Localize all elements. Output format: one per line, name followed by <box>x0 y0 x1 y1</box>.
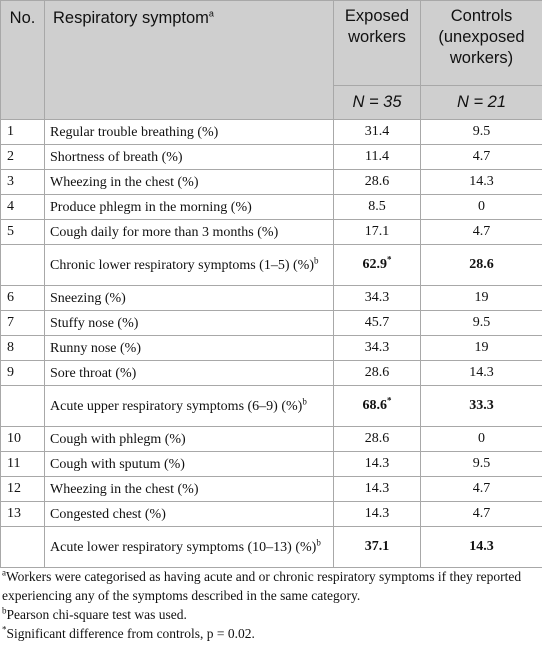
row-exposed-value <box>334 195 421 220</box>
row-symptom-label: Sore throat (%) <box>50 365 137 381</box>
row-symptom-label: Cough daily for more than 3 months (%) <box>50 224 279 240</box>
row-exposed-number: 14.3 <box>364 506 390 521</box>
row-number: 1 <box>1 120 45 145</box>
row-symptom-label: Regular trouble breathing (%) <box>50 124 219 140</box>
row-exposed-value <box>334 336 421 361</box>
row-symptom <box>45 386 334 427</box>
row-controls-value: 14.3 <box>421 527 542 568</box>
row-exposed-significance-mark: * <box>387 254 392 265</box>
table-row <box>1 145 542 170</box>
row-number: 7 <box>1 311 45 336</box>
header-exposed-n: N = 35 <box>334 86 421 120</box>
row-exposed-value <box>334 427 421 452</box>
header-controls-n: N = 21 <box>421 86 542 120</box>
row-exposed-number: 14.3 <box>364 456 390 471</box>
table-row <box>1 245 542 286</box>
table-row <box>1 120 542 145</box>
row-symptom <box>45 311 334 336</box>
row-symptom-label: Acute lower respiratory symptoms (10–13) (%) <box>50 539 317 555</box>
header-symptom-footnote-mark: a <box>208 8 214 19</box>
row-exposed-number: 28.6 <box>364 365 390 380</box>
row-symptom <box>45 195 334 220</box>
row-controls-value: 9.5 <box>421 452 542 477</box>
table-row <box>1 336 542 361</box>
row-number: 5 <box>1 220 45 245</box>
row-exposed-number: 17.1 <box>364 224 390 239</box>
table-row <box>1 502 542 527</box>
table-row <box>1 361 542 386</box>
footnote-star-mark: * <box>2 624 7 635</box>
row-controls-value: 0 <box>421 195 542 220</box>
header-no: No. <box>1 1 45 86</box>
row-symptom-label: Shortness of breath (%) <box>50 149 183 165</box>
table-row <box>1 477 542 502</box>
table-row <box>1 427 542 452</box>
header-symptom-label: Respiratory symptom <box>53 9 209 27</box>
table-body <box>1 120 542 568</box>
table-row <box>1 286 542 311</box>
row-controls-value: 4.7 <box>421 145 542 170</box>
row-exposed-value <box>334 220 421 245</box>
row-symptom <box>45 361 334 386</box>
row-number <box>1 527 45 568</box>
row-symptom <box>45 527 334 568</box>
row-symptom <box>45 170 334 195</box>
row-symptom-label: Wheezing in the chest (%) <box>50 481 199 497</box>
row-symptom <box>45 120 334 145</box>
row-exposed-value <box>334 386 421 427</box>
footnote-a-mark: a <box>2 567 6 578</box>
row-controls-value: 14.3 <box>421 361 542 386</box>
row-number <box>1 245 45 286</box>
header-controls: Controls (unexposed workers) <box>421 1 542 86</box>
row-symptom-label: Congested chest (%) <box>50 506 166 522</box>
table-row <box>1 386 542 427</box>
footnote-b-text: Pearson chi-square test was used. <box>6 607 187 622</box>
row-exposed-value <box>334 527 421 568</box>
row-exposed-value <box>334 245 421 286</box>
row-exposed-number: 28.6 <box>364 174 390 189</box>
table-row <box>1 311 542 336</box>
table-row <box>1 220 542 245</box>
row-number: 2 <box>1 145 45 170</box>
row-number: 12 <box>1 477 45 502</box>
row-symptom-label: Wheezing in the chest (%) <box>50 174 199 190</box>
row-symptom <box>45 452 334 477</box>
row-symptom <box>45 245 334 286</box>
row-exposed-number: 34.3 <box>364 290 390 305</box>
row-symptom-label: Cough with phlegm (%) <box>50 431 186 447</box>
row-controls-value: 19 <box>421 336 542 361</box>
table-header <box>1 1 542 120</box>
row-controls-value: 4.7 <box>421 502 542 527</box>
row-exposed-number: 11.4 <box>365 149 389 164</box>
row-number: 8 <box>1 336 45 361</box>
row-symptom <box>45 145 334 170</box>
row-exposed-value <box>334 311 421 336</box>
row-symptom-label: Runny nose (%) <box>50 340 141 356</box>
row-controls-value: 9.5 <box>421 120 542 145</box>
table-row <box>1 452 542 477</box>
footnote-star-text: Significant difference from controls, p = 0.02. <box>6 626 255 641</box>
row-number: 10 <box>1 427 45 452</box>
row-exposed-value <box>334 145 421 170</box>
row-symptom-footnote-mark: b <box>302 395 307 406</box>
row-symptom-label: Sneezing (%) <box>50 290 126 306</box>
row-exposed-value <box>334 286 421 311</box>
row-number: 11 <box>1 452 45 477</box>
row-controls-value: 14.3 <box>421 170 542 195</box>
row-number: 9 <box>1 361 45 386</box>
row-controls-value: 33.3 <box>421 386 542 427</box>
row-exposed-number: 45.7 <box>364 315 390 330</box>
row-exposed-value <box>334 170 421 195</box>
row-symptom <box>45 286 334 311</box>
row-exposed-number: 62.9 <box>362 257 387 272</box>
row-exposed-value <box>334 120 421 145</box>
row-number: 6 <box>1 286 45 311</box>
row-exposed-number: 28.6 <box>364 431 390 446</box>
row-exposed-value <box>334 361 421 386</box>
row-controls-value: 28.6 <box>421 245 542 286</box>
row-controls-value: 0 <box>421 427 542 452</box>
header-symptom-blank <box>45 86 334 120</box>
footnote-a-text: Workers were categorised as having acute and or chronic respiratory symptoms if they reported experiencing any of the symptoms described in the same category. <box>2 569 522 603</box>
row-exposed-number: 37.1 <box>364 539 390 554</box>
row-controls-value: 4.7 <box>421 477 542 502</box>
footnote-a <box>2 567 540 605</box>
table-row <box>1 195 542 220</box>
header-no-blank <box>1 86 45 120</box>
row-symptom <box>45 336 334 361</box>
header-n-row <box>1 86 542 120</box>
row-number: 13 <box>1 502 45 527</box>
footnote-star <box>2 624 540 643</box>
row-number: 3 <box>1 170 45 195</box>
row-exposed-value <box>334 452 421 477</box>
row-exposed-number: 68.6 <box>362 398 387 413</box>
table-row <box>1 527 542 568</box>
row-symptom-label: Acute upper respiratory symptoms (6–9) (%) <box>50 398 303 414</box>
footnote-b-mark: b <box>2 605 7 616</box>
row-symptom <box>45 477 334 502</box>
row-exposed-number: 31.4 <box>364 124 390 139</box>
row-controls-value: 4.7 <box>421 220 542 245</box>
row-symptom-label: Chronic lower respiratory symptoms (1–5) (%) <box>50 257 314 273</box>
row-controls-value: 9.5 <box>421 311 542 336</box>
row-exposed-number: 34.3 <box>364 340 390 355</box>
header-symptom <box>45 1 334 86</box>
footnote-b <box>2 605 540 624</box>
table-row <box>1 170 542 195</box>
row-symptom <box>45 220 334 245</box>
row-symptom-footnote-mark: b <box>314 254 319 265</box>
row-exposed-significance-mark: * <box>387 395 392 406</box>
row-exposed-value <box>334 502 421 527</box>
row-symptom-footnote-mark: b <box>316 536 321 547</box>
row-symptom-label: Stuffy nose (%) <box>50 315 139 331</box>
row-number: 4 <box>1 195 45 220</box>
row-symptom-label: Cough with sputum (%) <box>50 456 185 472</box>
row-controls-value: 19 <box>421 286 542 311</box>
row-exposed-number: 14.3 <box>364 481 390 496</box>
row-number <box>1 386 45 427</box>
header-exposed: Exposed workers <box>334 1 421 86</box>
row-exposed-number: 8.5 <box>368 199 386 214</box>
header-row <box>1 1 542 86</box>
table-footnotes <box>2 567 540 643</box>
row-symptom-label: Produce phlegm in the morning (%) <box>50 199 252 215</box>
row-symptom <box>45 427 334 452</box>
row-symptom <box>45 502 334 527</box>
row-exposed-value <box>334 477 421 502</box>
